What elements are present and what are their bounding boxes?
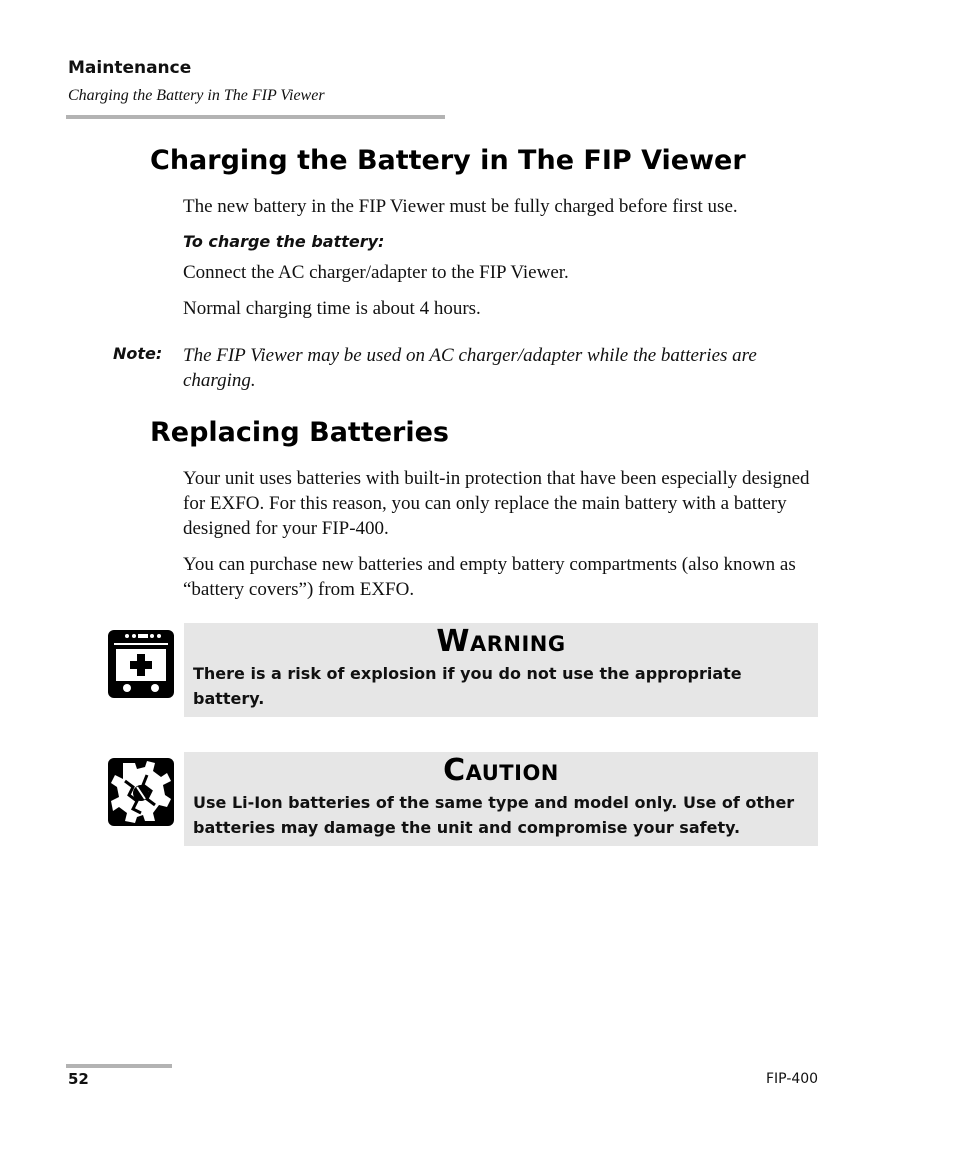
warning-title: Warning: [436, 624, 566, 659]
replacing-paragraph-2: You can purchase new batteries and empty battery compartments (also known as “battery covers”) from EXFO.: [183, 554, 796, 600]
charging-step: Connect the AC charger/adapter to the FIP Viewer.: [183, 262, 569, 283]
broken-gear-icon: [107, 757, 175, 827]
charging-time: Normal charging time is about 4 hours.: [183, 298, 481, 319]
caution-title: Caution: [443, 753, 559, 788]
caution-text: Use Li-Ion batteries of the same type and model only. Use of other batteries may damage the unit and compromise your safety.: [193, 793, 795, 837]
ambulance-icon: [107, 629, 175, 699]
header-rule: [66, 115, 445, 119]
page-number: 52: [68, 1070, 89, 1088]
replacing-paragraph-1: Your unit uses batteries with built-in protection that have been especially designed for EXFO. For this reason, you can only replace the main battery with a battery designed for your FIP-400.: [183, 468, 810, 539]
warning-text: There is a risk of explosion if you do not use the appropriate battery.: [193, 664, 742, 708]
charging-intro: The new battery in the FIP Viewer must be fully charged before first use.: [183, 196, 738, 217]
header-subsection: Charging the Battery in The FIP Viewer: [68, 87, 325, 104]
procedure-title: To charge the battery:: [183, 232, 385, 251]
warning-box: [184, 623, 818, 717]
header-section: Maintenance: [68, 58, 192, 78]
replacing-heading: Replacing Batteries: [150, 417, 449, 448]
note-label: Note:: [113, 344, 163, 363]
product-name: FIP-400: [766, 1071, 819, 1087]
note-text: The FIP Viewer may be used on AC charger/adapter while the batteries are charging.: [183, 345, 757, 391]
footer-rule: [66, 1064, 172, 1068]
caution-box: [184, 752, 818, 846]
charging-heading: Charging the Battery in The FIP Viewer: [150, 145, 746, 176]
